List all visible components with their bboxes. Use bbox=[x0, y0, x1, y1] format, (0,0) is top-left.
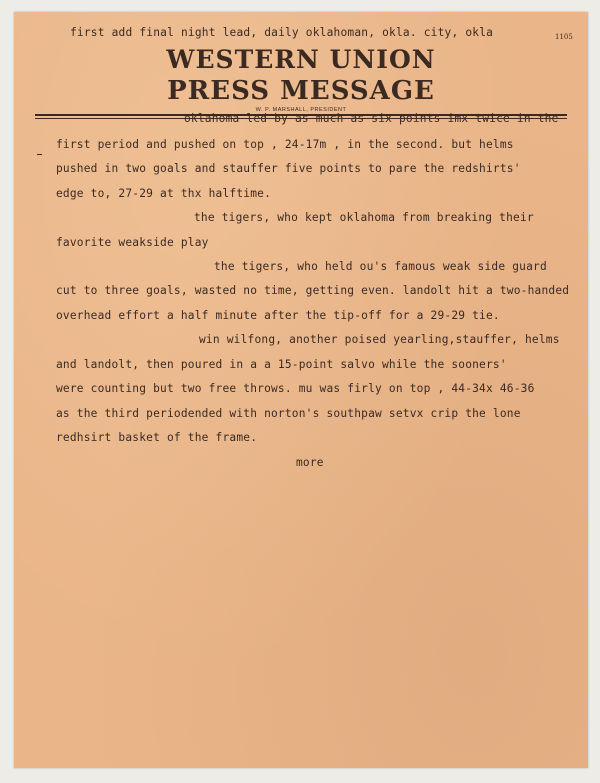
body-line: were counting but two free throws. mu was firly on top , 44-34x 46-36 bbox=[56, 382, 535, 395]
body-line: win wilfong, another poised yearling,stauffer, helms bbox=[199, 333, 560, 346]
form-title: PRESS MESSAGE bbox=[167, 76, 435, 106]
body-line: edge to, 27-29 at thx halftime. bbox=[56, 187, 271, 200]
body-line: redhsirt basket of the frame. bbox=[56, 431, 258, 444]
body-line: pushed in two goals and stauffer five points to pare the redshirts' bbox=[56, 162, 521, 175]
body-line: favorite weakside play bbox=[56, 236, 209, 249]
margin-mark bbox=[37, 154, 42, 155]
form-number: 1105 bbox=[555, 33, 573, 41]
slug-line: first add final night lead, daily oklahoman, okla. city, okla bbox=[70, 26, 494, 39]
president-line: W. P. MARSHALL, PRESIDENT bbox=[255, 107, 347, 113]
body-line: cut to three goals, wasted no time, getting even. landolt hit a two-handed bbox=[56, 284, 570, 297]
body-line: first period and pushed on top , 24-17m , in the second. but helms bbox=[56, 138, 514, 151]
telegram-sheet bbox=[14, 12, 588, 768]
body-line: overhead effort a half minute after the tip-off for a 29-29 tie. bbox=[56, 309, 500, 322]
body-line: as the third periodended with norton's southpaw setvx crip the lone bbox=[56, 407, 521, 420]
end-mark: more bbox=[296, 456, 324, 469]
body-line: oklahoma led by as much as six points imx twice in the bbox=[184, 112, 559, 125]
body-line: and landolt, then poured in a a 15-point salvo while the sooners' bbox=[56, 358, 507, 371]
company-name: WESTERN UNION bbox=[166, 45, 436, 74]
body-line: the tigers, who held ou's famous weak side guard bbox=[214, 260, 547, 273]
body-line: the tigers, who kept oklahoma from breaking their bbox=[194, 211, 534, 224]
